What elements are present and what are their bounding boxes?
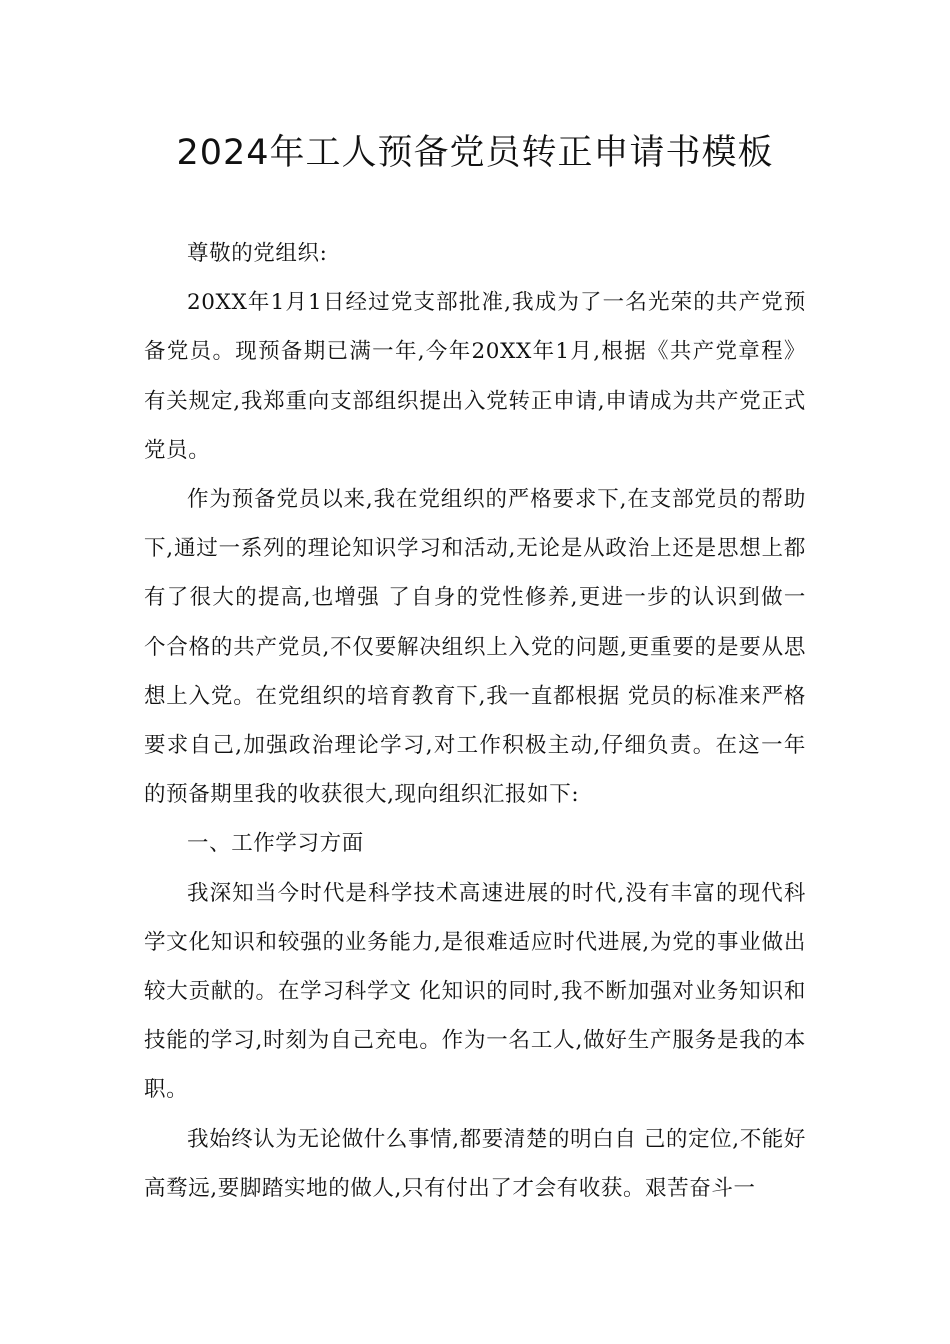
paragraph-work-study: 我深知当今时代是科学技术高速进展的时代,没有丰富的现代科学文化知识和较强的业务能力,是很难适应时代进展,为党的事业做出较大贡献的。在学习科学文 化知识的同时,我不断加强对业务知识和技能的学习,时刻为自己充电。作为一名工人,做好生产服务是我的本职。 xyxy=(144,880,806,1103)
salutation: 尊敬的党组织: xyxy=(187,241,328,266)
section-heading-work-study: 一、工作学习方面 xyxy=(187,831,364,857)
paragraph-attitude: 我始终认为无论做什么事情,都要清楚的明白自 己的定位,不能好高骛远,要脚踏实地的做人,只有付出了才会有收获。艰苦奋斗一 xyxy=(144,1126,807,1201)
paragraph-reflection: 作为预备党员以来,我在党组织的严格要求下,在支部党员的帮助下,通过一系列的理论知识学习和活动,无论是从政治上还是思想上都有了很大的提高,也增强 了自身的党性修养,更进一步的认识到做一个合格的共产党员,不仅要解决组织上入党的问题,更重要的是要从思想上入党。在党组织的培育教育下,我一直都根据 党员的标准来严格要求自己,加强政治理论学习,对工作积极主动,仔细负责。在这一年的预备期里我的收获很大,现向组织汇报如下: xyxy=(144,487,806,808)
paragraph-intro: 20XX年1月1日经过党支部批准,我成为了一名光荣的共产党预备党员。现预备期已满一年,今年20XX年1月,根据《共产党章程》有关规定,我郑重向支部组织提出入党转正申请,申请成为共产党正式党员。 xyxy=(144,290,806,463)
document-body xyxy=(144,229,806,1213)
document-title: 2024年工人预备党员转正申请书模板 xyxy=(176,133,774,173)
